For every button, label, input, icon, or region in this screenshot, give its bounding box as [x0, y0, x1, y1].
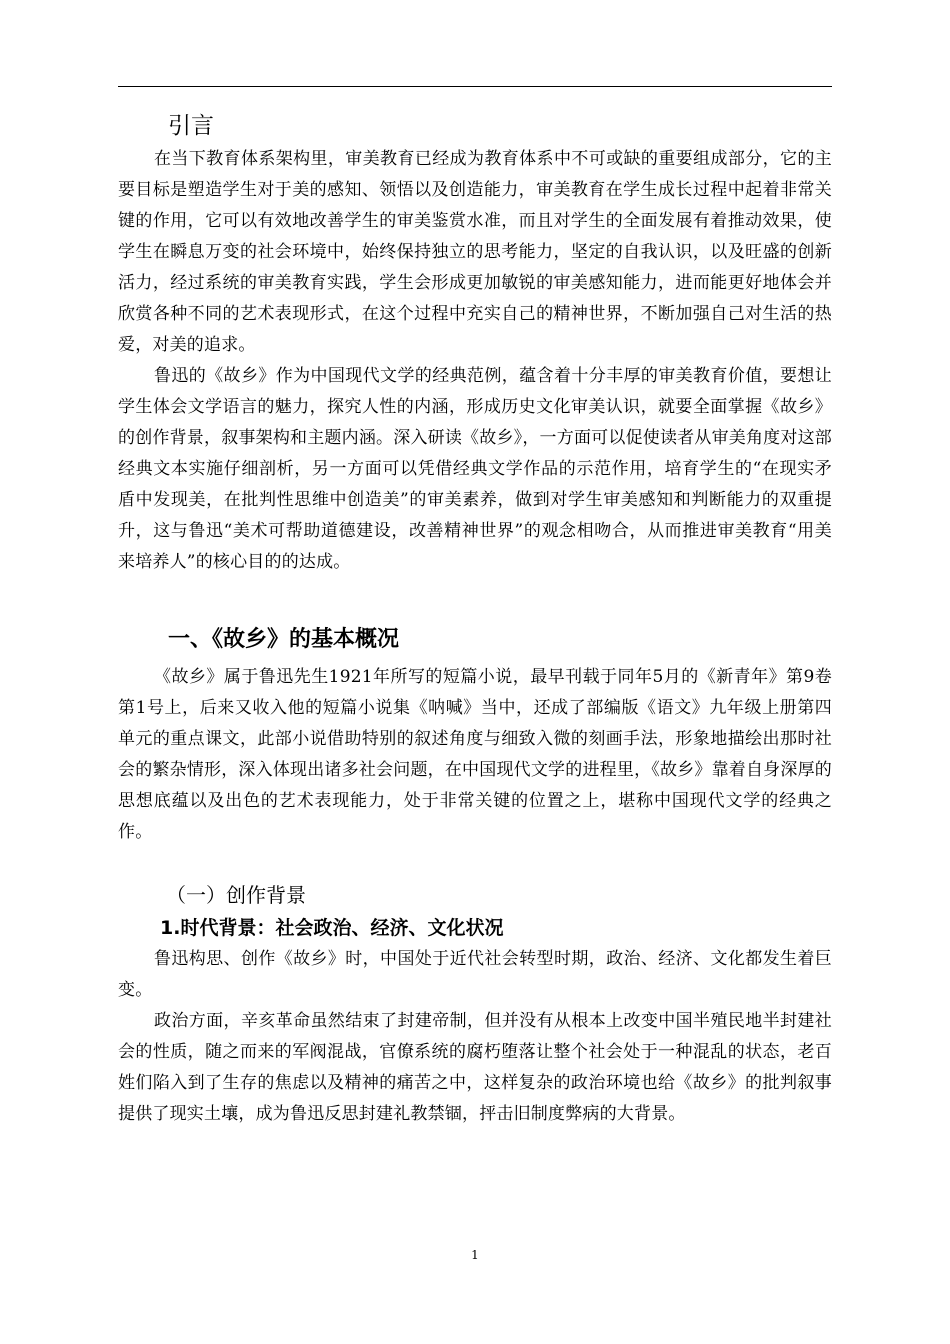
- subsection-1-heading: 1.时代背景：社会政治、经济、文化状况: [160, 917, 504, 939]
- intro-paragraph-2: 鲁迅的《故乡》作为中国现代文学的经典范例，蕴含着十分丰厚的审美教育价值，要想让学生体会文学语言的魅力，探究人性的内涵，形成历史文化审美认识，就要全面掌握《故乡》的创作背景，叙事架构和主题内涵。深入研读《故乡》，一方面可以促使读者从审美角度对这部经典文本实施仔细剖析，另一方面可以凭借经典文学作品的示范作用，培育学生的“在现实矛盾中发现美，在批判性思维中创造美”的审美素养，做到对学生审美感知和判断能力的双重提升，这与鲁迅“美术可帮助道德建设，改善精神世界”的观念相吻合，从而推进审美教育“用美来培养人”的核心目的的达成。: [118, 366, 832, 572]
- intro-paragraph-1: 在当下教育体系架构里，审美教育已经成为教育体系中不可或缺的重要组成部分，它的主要目标是塑造学生对于美的感知、领悟以及创造能力，审美教育在学生成长过程中起着非常关键的作用，它可以有效地改善学生的审美鉴赏水准，而且对学生的全面发展有着推动效果，使学生在瞬息万变的社会环境中，始终保持独立的思考能力，坚定的自我认识，以及旺盛的创新活力，经过系统的审美教育实践，学生会形成更加敏锐的审美感知能力，进而能更好地体会并欣赏各种不同的艺术表现形式，在这个过程中充实自己的精神世界，不断加强自己对生活的热爱，对美的追求。: [118, 149, 832, 355]
- page-body: [118, 108, 832, 1130]
- chapter-1-heading: 一、《故乡》的基本概况: [168, 627, 400, 652]
- subsection-1-paragraph-1: 鲁迅构思、创作《故乡》时，中国处于近代社会转型时期，政治、经济、文化都发生着巨变。: [118, 949, 832, 1000]
- page-number: 1: [471, 1248, 479, 1262]
- intro-heading: 引言: [168, 113, 214, 139]
- chapter-1-paragraph-1: 《故乡》属于鲁迅先生1921年所写的短篇小说，最早刊载于同年5月的《新青年》第9卷第1号上，后来又收入他的短篇小说集《呐喊》当中，还成了部编版《语文》九年级上册第四单元的重点课文，此部小说借助特别的叙述角度与细致入微的刻画手法，形象地描绘出那时社会的繁杂情形，深入体现出诸多社会问题，在中国现代文学的进程里，《故乡》靠着自身深厚的思想底蕴以及出色的艺术表现能力，处于非常关键的位置之上，堪称中国现代文学的经典之作。: [118, 667, 832, 842]
- subsection-1-paragraph-2: 政治方面，辛亥革命虽然结束了封建帝制，但并没有从根本上改变中国半殖民地半封建社会的性质，随之而来的军阀混战，官僚系统的腐朽堕落让整个社会处于一种混乱的状态，老百姓们陷入到了生存的焦虑以及精神的痛苦之中，这样复杂的政治环境也给《故乡》的批判叙事提供了现实土壤，成为鲁迅反思封建礼教禁锢，抨击旧制度弊病的大背景。: [118, 1011, 832, 1124]
- header-rule: [118, 86, 832, 87]
- section-1-heading: （一）创作背景: [166, 883, 306, 907]
